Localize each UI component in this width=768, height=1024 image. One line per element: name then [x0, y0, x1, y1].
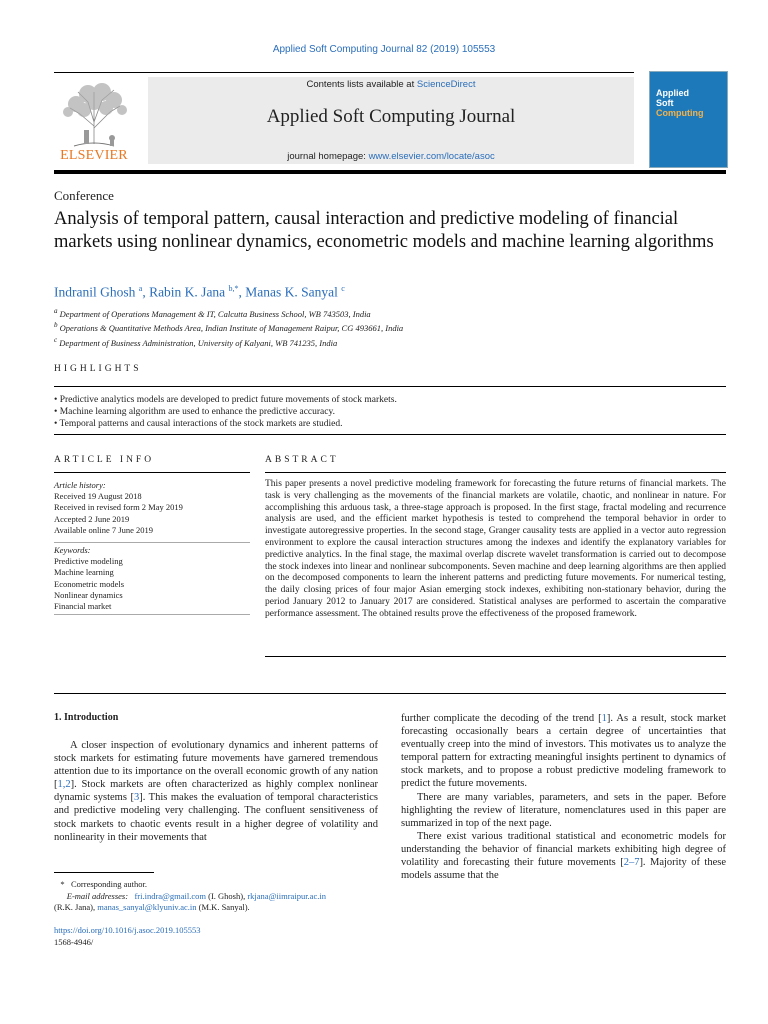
footnote [54, 879, 384, 914]
highlights-heading: HIGHLIGHTS [54, 364, 142, 374]
body-rule [54, 693, 726, 694]
affiliation [54, 306, 403, 320]
affiliations [54, 306, 403, 349]
email-owner: (M.K. Sanyal). [196, 902, 250, 912]
history-entry: Received in revised form 2 May 2019 [54, 502, 183, 513]
keyword: Predictive modeling [54, 556, 123, 567]
citation-link[interactable]: 1,2 [57, 779, 71, 791]
text-run: There exist various traditional statistical and econometric models for understanding the behavior of financial markets exhibiting high degree of volatility and forecasting their future movements [ [401, 830, 726, 869]
affil-sup: b [54, 321, 58, 330]
email-owner: (I. Ghosh), [206, 890, 248, 901]
highlight-item: • Machine learning algorithm are used to enhance the predictive accuracy. [54, 407, 335, 417]
author-sep: , [238, 284, 246, 300]
email-note [54, 902, 384, 914]
abstract-heading: ABSTRACT [265, 455, 339, 465]
affil-sup: c [54, 335, 58, 344]
text-run: ]. This makes the evaluation of temporal characteristics and predictive modeling very challenging. The confluent sensitiveness of stock markets to chaotic events result in a higher degree of volatility and nonlinearity in their movements that [54, 792, 378, 843]
keywords [54, 545, 124, 612]
affiliation [54, 335, 403, 349]
author-sup: b,* [228, 284, 239, 293]
footnote-rule [54, 872, 154, 873]
keyword: Nonlinear dynamics [54, 589, 123, 600]
text-run: A closer inspection of evolutionary dynamics and inherent patterns of stock markets for estimating future movements have garnered tremendous attention due to its importance on the overall economic growth of any nation [ [54, 740, 378, 791]
body-column-right [401, 712, 726, 882]
email-link[interactable]: fri.indra@gmail.com [134, 890, 206, 901]
cover-line: Applied [656, 88, 689, 98]
author-sup: c [341, 284, 345, 293]
homepage-line [148, 151, 634, 162]
highlight-item: • Temporal patterns and causal interactions of the stock markets are studied. [54, 419, 343, 429]
history-label: Article history: [54, 480, 106, 490]
homepage-link[interactable]: www.elsevier.com/locate/asoc [368, 151, 495, 162]
journal-cover-image [649, 71, 728, 168]
author-sup: a [138, 284, 143, 293]
keyword: Machine learning [54, 567, 114, 578]
paragraph [401, 830, 726, 882]
article-history [54, 480, 183, 536]
header-thick-rule [54, 170, 726, 174]
email-link[interactable]: manas_sanyal@klyuniv.ac.in [97, 902, 197, 912]
paragraph [54, 739, 378, 844]
publisher-name: ELSEVIER [60, 148, 128, 163]
cover-line: Soft [656, 98, 674, 108]
highlight-item: • Predictive analytics models are developed to predict future movements of stock markets. [54, 395, 397, 405]
citation-link[interactable]: 2–7 [623, 857, 640, 869]
highlights-rule [54, 386, 726, 387]
affil-text: Department of Business Administration, University of Kalyani, WB 741235, India [59, 337, 338, 348]
paper-title: Analysis of temporal pattern, causal interaction and predictive modeling of financial markets using nonlinear dynamics, econometric models and machine learning algorithms [54, 209, 714, 252]
keywords-label: Keywords: [54, 545, 91, 555]
journal-citation[interactable]: Applied Soft Computing Journal 82 (2019) 105553 [272, 44, 496, 55]
history-entry: Received 19 August 2018 [54, 491, 142, 502]
highlight-text: Predictive analytics models are developed to predict future movements of stock markets. [59, 395, 397, 405]
highlights-rule [54, 434, 726, 435]
sciencedirect-link[interactable]: ScienceDirect [416, 79, 476, 90]
citation-link[interactable]: 1 [601, 713, 607, 724]
cover-title [656, 88, 704, 118]
abstract-text: This paper presents a novel predictive modeling framework for forecasting the future returns of financial markets. The task is very challenging as the movements of the financial markets are volatile, chaotic, and nonlinear in nature. For accomplishing this arduous task, a three-stage approach is proposed. In the first stage, fractal modeling and recurrence analysis are used, and the efficient market hypothesis is tested to comprehend the temporal behavior in order to investigate autoregressive properties. In the second stage, Granger causality tests are applied in a vector auto regression environment to explore the causal interaction structures among the indexes and identify the explanatory variables for predictive analytics. In the final stage, the maximal overlap discrete wavelet transformation is carried out to decompose the stock indexes into linear and nonlinear subcomponents. Seven machine and deep learning algorithms are then applied on the decomposed components to learn the inherent patterns and predicting future movements. For numerical testing, the daily closing prices of four major Asian emerging stock indexes, exhibiting non-stationary behavior, during the period January 2012 to January 2017 are considered. Statistical analyses are performed to ascertain the comparative performance assessment. The obtained results prove the effectiveness of the proposed framework. [265, 479, 726, 619]
affil-sup: a [54, 307, 58, 315]
introduction-heading: 1. Introduction [54, 712, 119, 723]
article-info-heading: ARTICLE INFO [54, 455, 155, 465]
corresponding-note [54, 879, 384, 891]
keywords-rule [54, 614, 250, 615]
highlight-text: Machine learning algorithm are used to enhance the predictive accuracy. [59, 407, 335, 417]
author-name[interactable]: Indranil Ghosh [54, 284, 136, 300]
author-name[interactable]: Rabin K. Jana [149, 284, 226, 300]
footnote-star: * [60, 879, 65, 889]
abstract-rule [265, 472, 726, 473]
section-type: Conference [54, 188, 114, 203]
text-run: ]. As a result, stock market forecasting occasionally bears a certain degree of uncertainties that eventually creep into the mind of investors. This motivates us to analyze the temporal pattern for extracting meaningful insights pertinent to dynamics of stock markets, and to propose a robust predictive modeling framework to predict the future movements. [401, 713, 727, 790]
author-list [54, 284, 345, 301]
body-column-left [54, 739, 378, 844]
header-rule [54, 72, 634, 73]
affil-text: Operations & Quantitative Methods Area, Indian Institute of Management Raipur, CG 493661, India [59, 323, 404, 334]
homepage-prefix: journal homepage: [287, 151, 369, 162]
contents-prefix: Contents lists available at [306, 79, 417, 90]
keyword: Econometric models [54, 578, 125, 589]
affiliation [54, 320, 403, 334]
text-run: ]. Majority of these models assume that the [401, 857, 726, 882]
email-owner: (R.K. Jana), [54, 902, 98, 912]
email-link[interactable]: rkjana@iimraipur.ac.in [247, 890, 326, 901]
keyword: Financial market [54, 601, 112, 612]
contents-line [148, 79, 634, 90]
keywords-rule [54, 542, 250, 543]
author-name[interactable]: Manas K. Sanyal [245, 284, 338, 300]
abstract-rule [265, 656, 726, 657]
email-label: E-mail addresses: [66, 890, 129, 901]
email-note [54, 891, 384, 903]
highlights-list [54, 394, 397, 430]
affil-text: Department of Operations Management & IT, Calcutta Business School, WB 743503, India [59, 308, 371, 319]
issn: 1568-4946/ [54, 936, 94, 947]
doi-link[interactable]: https://doi.org/10.1016/j.asoc.2019.105553 [54, 925, 201, 935]
paragraph: There are many variables, parameters, and sets in the paper. Before highlighting the review of literature, nomenclatures used in this paper are summarized in top of the next page. [401, 791, 726, 829]
doi-block [54, 925, 200, 948]
cover-line: Computing [656, 108, 704, 118]
highlight-text: Temporal patterns and causal interactions of the stock markets are studied. [59, 419, 343, 429]
journal-title: Applied Soft Computing Journal [266, 106, 516, 127]
citation-link[interactable]: 3 [133, 792, 140, 804]
paragraph [401, 712, 726, 791]
text-run: ]. Stock markets are often characterized as highly complex nonlinear dynamic systems [ [54, 779, 378, 804]
text-run: further complicate the decoding of the trend [ [401, 713, 602, 724]
history-entry: Available online 7 June 2019 [54, 524, 153, 535]
article-info-rule [54, 472, 250, 473]
footnote-text: Corresponding author. [71, 879, 148, 889]
author-sep: , [142, 284, 150, 300]
history-entry: Accepted 2 June 2019 [54, 513, 130, 524]
